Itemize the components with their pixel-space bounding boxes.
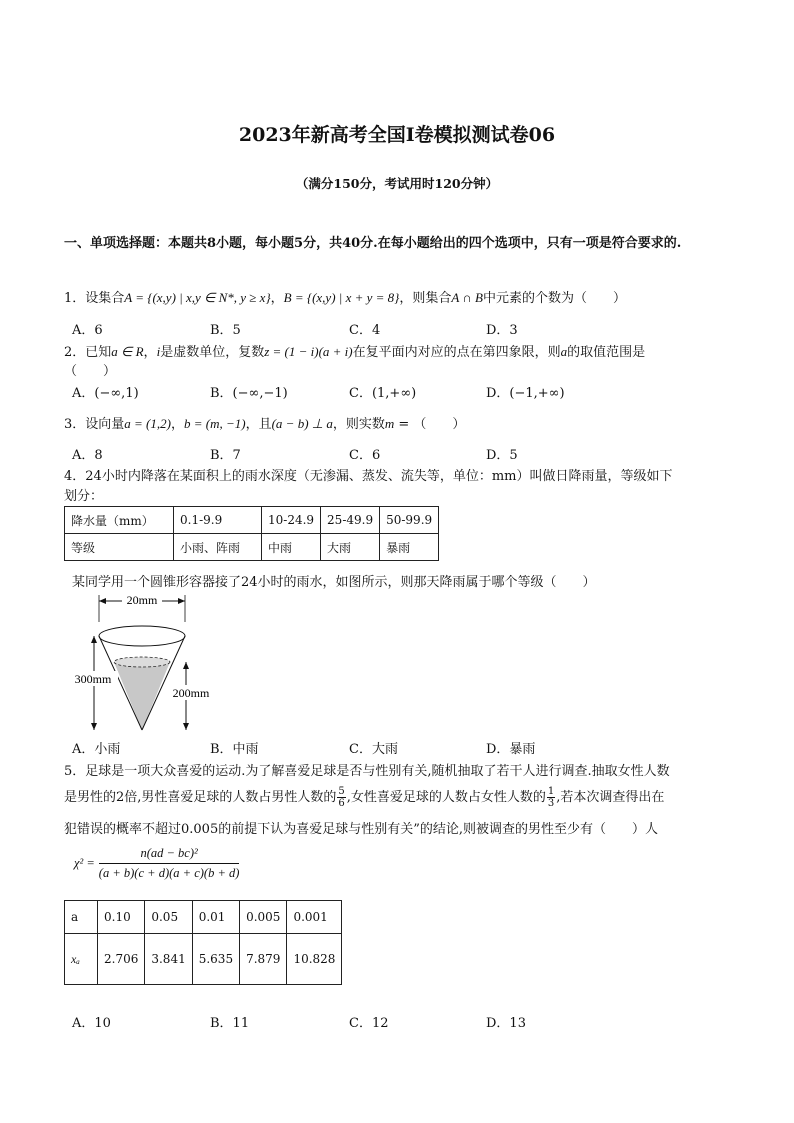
chi-square-formula — [74, 846, 239, 881]
fraction-one-third — [547, 786, 555, 809]
q1-expr: A ∩ B — [451, 290, 483, 305]
q4-line-1: 4．24小时内降落在某面积上的雨水深度（无渗漏、蒸发、流失等，单位：mm）叫做日降雨量，等级如下 — [64, 469, 673, 484]
table-row — [65, 934, 342, 985]
q2-text-d: 在复平面内对应的点在第四象限，则 — [352, 345, 561, 360]
fraction-numerator: 5 — [338, 786, 345, 797]
q5-option-d[interactable]: D．13 — [486, 1016, 526, 1031]
table-cell: 0.01 — [192, 901, 239, 934]
question-2 — [64, 341, 645, 360]
table-cell: 小雨、阵雨 — [174, 534, 262, 561]
q1-text-b: ，则集合 — [399, 291, 452, 306]
q2-option-a[interactable]: A．(−∞,1) — [72, 386, 139, 401]
q2-text-c: 是虚数单位，复数 — [160, 345, 265, 360]
q4-option-a[interactable]: A．小雨 — [72, 742, 121, 757]
water-level-label: 200mm — [172, 686, 210, 700]
page-title: 2023年新高考全国Ⅰ卷模拟测试卷06 — [238, 124, 556, 146]
q5-option-c[interactable]: C．12 — [349, 1016, 389, 1031]
table-cell: 2.706 — [98, 934, 145, 985]
rainfall-table — [64, 506, 439, 561]
fraction-denominator: 6 — [338, 798, 345, 809]
q2-a: a — [560, 344, 568, 359]
table-cell: 10.828 — [287, 934, 342, 985]
section-heading: 一、单项选择题：本题共8小题，每小题5分，共40分.在每小题给出的四个选项中，只有一项是符合要求的. — [64, 236, 682, 251]
q3-text-a: 3．设向量 — [64, 417, 125, 432]
q3-option-b[interactable]: B．7 — [210, 448, 241, 463]
chi-denominator: (a + b)(c + d)(a + c)(b + d) — [98, 866, 240, 880]
q3-text-b: ，且 — [245, 417, 272, 432]
q4-option-d[interactable]: D．暴雨 — [486, 742, 536, 757]
question-3 — [64, 413, 465, 432]
q1-text-a: 1．设集合 — [64, 291, 125, 306]
q3-text-d: = （ ） — [394, 417, 466, 432]
q5-line2-a: 是男性的2倍,男性喜爱足球的人数占男性人数的 — [64, 790, 337, 805]
table-cell: 25-49.9 — [321, 507, 380, 534]
table-row — [65, 901, 342, 934]
q1-option-a[interactable]: A．6 — [72, 323, 103, 338]
cone-figure — [66, 590, 236, 740]
critical-value-table — [64, 900, 342, 985]
q2-z: z = (1 − i)(a + i) — [264, 344, 353, 359]
q3-vec-a: a = (1,2) — [124, 416, 171, 431]
q5-option-b[interactable]: B．11 — [210, 1016, 250, 1031]
height-label: 300mm — [74, 672, 112, 686]
q1-option-c[interactable]: C．4 — [349, 323, 381, 338]
q1-option-b[interactable]: B．5 — [210, 323, 241, 338]
table-cell: a — [65, 901, 98, 934]
table-cell: 中雨 — [262, 534, 321, 561]
table-cell: 50-99.9 — [380, 507, 439, 534]
table-cell: 7.879 — [240, 934, 287, 985]
q2-option-c[interactable]: C．(1,+∞) — [349, 386, 417, 401]
q4-option-c[interactable]: C．大雨 — [349, 742, 398, 757]
top-width-label: 20mm — [126, 593, 158, 607]
q1-text-c: 中元素的个数为（ ） — [482, 291, 626, 306]
q1-sep: ， — [270, 291, 284, 306]
q4-option-b[interactable]: B．中雨 — [210, 742, 259, 757]
table-cell: 等级 — [65, 534, 174, 561]
q3-sep: ， — [170, 417, 184, 432]
q5-line-2 — [64, 786, 664, 809]
q2-i: i — [156, 344, 161, 359]
table-cell: 0.10 — [98, 901, 145, 934]
q2-cond: a ∈ R — [111, 344, 144, 359]
q4-after: 某同学用一个圆锥形容器接了24小时的雨水，如图所示，则那天降雨属于哪个等级（ ） — [72, 575, 596, 590]
q3-text-c: ，则实数 — [332, 417, 385, 432]
q5-option-a[interactable]: A．10 — [72, 1016, 111, 1031]
q1-option-d[interactable]: D．3 — [486, 323, 518, 338]
table-cell: 0.001 — [287, 901, 342, 934]
table-cell: 10-24.9 — [262, 507, 321, 534]
q5-line-3: 犯错误的概率不超过0.005的前提下认为喜爱足球与性别有关”的结论,则被调查的男性至少有（ ）人 — [64, 822, 658, 837]
q3-option-a[interactable]: A．8 — [72, 448, 103, 463]
q2-option-d[interactable]: D．(−1,+∞) — [486, 386, 565, 401]
q3-m: m — [384, 416, 395, 431]
q1-set-a: A = {(x,y) | x,y ∈ N*, y ≥ x} — [124, 290, 271, 305]
q2-option-b[interactable]: B．(−∞,−1) — [210, 386, 288, 401]
q5-line-1: 5．足球是一项大众喜爱的运动.为了解喜爱足球是否与性别有关,随机抽取了若干人进行调查.抽取女性人数 — [64, 764, 670, 779]
table-cell: xₐ — [65, 934, 98, 985]
q3-option-c[interactable]: C．6 — [349, 448, 381, 463]
table-row — [65, 507, 439, 534]
q3-option-d[interactable]: D．5 — [486, 448, 518, 463]
table-cell: 0.05 — [145, 901, 192, 934]
fraction-numerator: 1 — [547, 786, 555, 797]
q3-vec-b: b = (m, −1) — [183, 416, 246, 431]
table-cell: 5.635 — [192, 934, 239, 985]
q5-line2-c: ,若本次调查得出在 — [556, 790, 665, 805]
table-row — [65, 534, 439, 561]
page-subtitle: （满分150分，考试用时120分钟） — [295, 176, 499, 191]
chi-fraction — [99, 846, 240, 881]
chi-lhs: χ² = — [74, 856, 95, 870]
q2-text-e: 的取值范围是 — [567, 345, 646, 360]
table-cell: 3.841 — [145, 934, 192, 985]
q5-line2-b: ,女性喜爱足球的人数占女性人数的 — [346, 790, 546, 805]
chi-numerator: n(ad − bc)² — [99, 846, 240, 864]
q2-text-b: ， — [143, 345, 157, 360]
table-cell: 0.005 — [240, 901, 287, 934]
question-1 — [64, 287, 626, 306]
table-cell: 暴雨 — [380, 534, 439, 561]
table-cell: 大雨 — [321, 534, 380, 561]
table-cell: 0.1-9.9 — [174, 507, 262, 534]
table-cell: 降水量（mm） — [65, 507, 174, 534]
q2-paren: （ ） — [64, 364, 117, 379]
q3-cond: (a − b) ⊥ a — [271, 416, 333, 431]
q1-set-b: B = {(x,y) | x + y = 8} — [283, 290, 400, 305]
q2-text-a: 2．已知 — [64, 345, 112, 360]
fraction-denominator: 3 — [547, 798, 555, 809]
q4-line-2: 划分： — [64, 489, 104, 504]
fraction-five-sixths — [337, 786, 345, 809]
